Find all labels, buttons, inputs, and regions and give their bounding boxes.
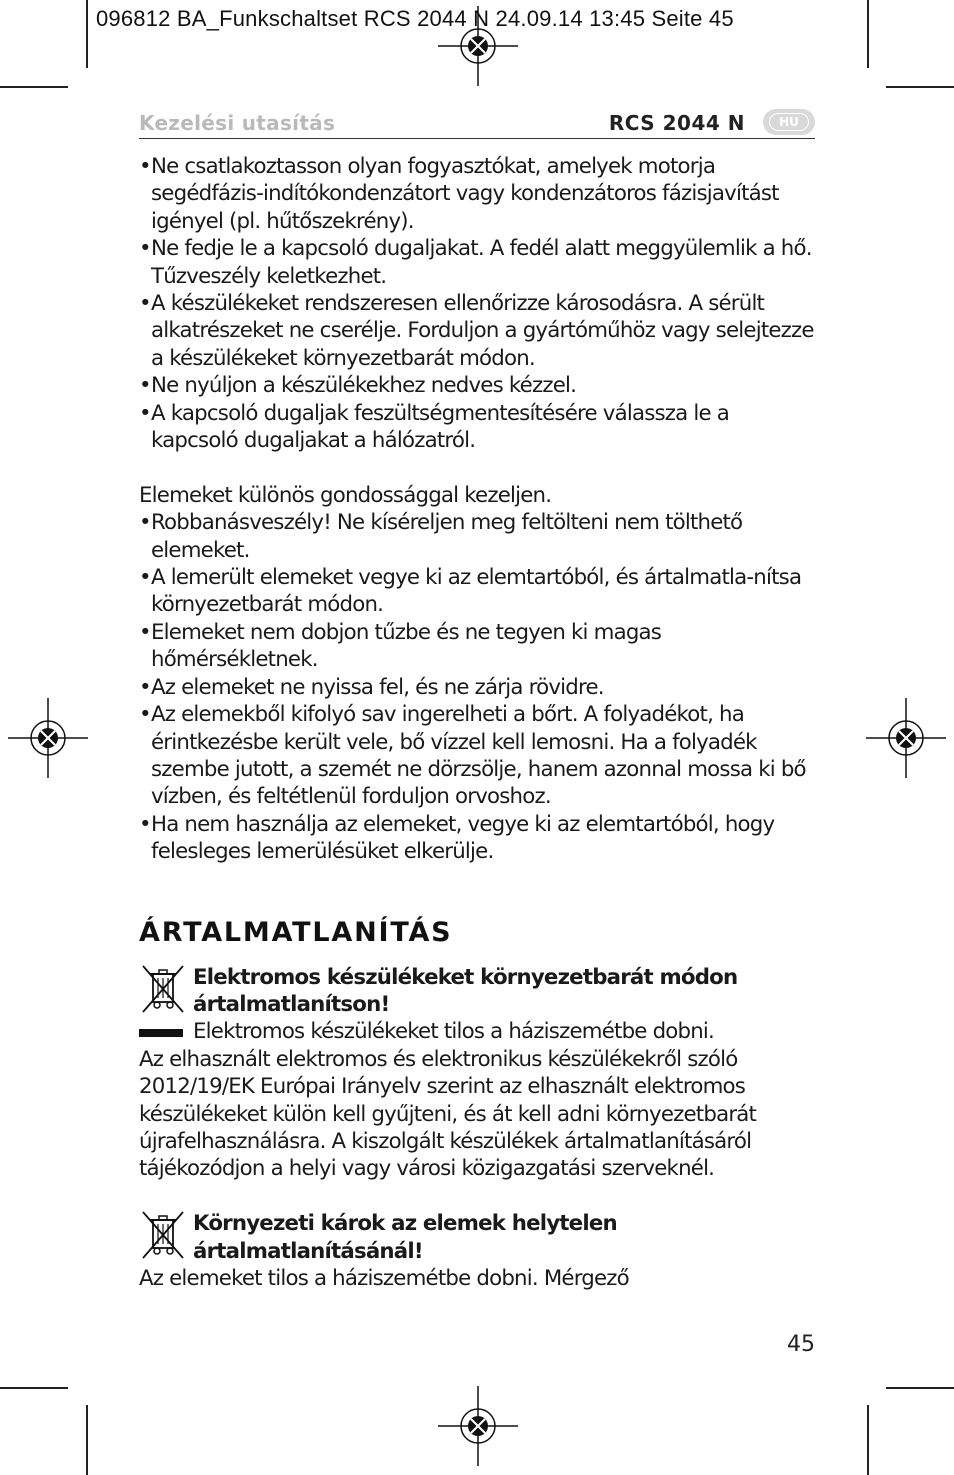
- registration-mark-icon: [858, 690, 954, 786]
- crop-mark: [0, 86, 68, 88]
- battery-warning-title: Környezeti károk az elemek helytelen ártalmatlanításánál!: [193, 1211, 617, 1264]
- section-label: Kezelési utasítás: [139, 111, 336, 135]
- language-badge-label: HU: [769, 113, 809, 131]
- model-name: RCS 2044 N: [608, 111, 745, 135]
- list-item: • A kapcsoló dugaljak feszültségmentesítésére válassza le a kapcsoló dugaljakat a hálózatról.: [139, 400, 815, 455]
- list-item: • Ne csatlakoztasson olyan fogyasztókat, amelyek motorja segédfázis-indítókondenzátort vagy kondenzátoros fázisjavítást igényel (pl. hűtőszekrény).: [139, 153, 815, 235]
- list-item: • Ne fedje le a kapcsoló dugaljakat. A fedél alatt meggyülemlik a hő. Tűzveszély keletkezhet.: [139, 235, 815, 290]
- electrical-warning-title: Elektromos készülékeket környezetbarát módon ártalmatlanítson!: [193, 964, 738, 1017]
- registration-mark-icon: [430, 0, 526, 94]
- crossed-out-wheelie-bin-icon: [139, 1210, 187, 1260]
- disposal-heading: ÁRTALMATLANÍTÁS: [139, 916, 453, 948]
- crop-mark: [886, 1387, 954, 1389]
- list-item: • Az elemekből kifolyó sav ingerelheti a bőrt. A folyadékot, ha érintkezésbe került vele, bő vízzel kell lemosni. Ha a folyadék szembe jutott, a szemét ne dörzsölje, hanem azonnal mossa ki bő vízben, és feltétlenül forduljon orvoshoz.: [139, 701, 815, 811]
- spacer: [139, 454, 815, 481]
- language-badge: [763, 109, 815, 135]
- list-item: • Robbanásveszély! Ne kíséreljen meg feltölteni nem tölthető elemeket.: [139, 509, 815, 564]
- electrical-first-line-row: [193, 1018, 815, 1045]
- crop-mark: [886, 86, 954, 88]
- list-item: • Ha nem használja az elemeket, vegye ki az elemtartóból, hogy felesleges lemerülésüket elkerülje.: [139, 811, 815, 866]
- running-header: [139, 108, 815, 139]
- list-item: • A lemerült elemeket vegye ki az elemtartóból, és ártalmatla-nítsa környezetbarát módon.: [139, 564, 815, 619]
- crop-mark: [867, 1405, 869, 1475]
- battery-disposal-block: [139, 1210, 815, 1265]
- page-number: 45: [787, 1332, 815, 1357]
- electrical-body: Az elhasznált elektromos és elektronikus készülékekről szóló 2012/19/EK Európai Irányelv szerint az elhasznált elektromos készülékeket külön kell gyűjteni, és át kell adni környezetbarát újrafelhasználásra. A kiszolgált készülékek ártalmatlanításáról tájékozódjon a helyi vagy városi közigazgatási szerveknél.: [139, 1046, 757, 1182]
- crop-mark: [86, 1405, 88, 1475]
- crop-mark: [86, 0, 88, 68]
- electrical-first-line: Elektromos készülékeket tilos a háziszemétbe dobni.: [193, 1019, 715, 1045]
- list-item: • Az elemeket ne nyissa fel, és ne zárja rövidre.: [139, 674, 815, 701]
- list-item: • Ne nyúljon a készülékekhez nedves kézzel.: [139, 372, 815, 399]
- registration-mark-icon: [430, 1378, 526, 1474]
- safety-bullet-list: [139, 153, 815, 454]
- battery-intro: Elemeket különös gondossággal kezeljen.: [139, 482, 552, 508]
- page-content: [139, 153, 815, 1292]
- battery-disposal-body: Az elemeket tilos a háziszemétbe dobni. Mérgező: [139, 1266, 629, 1291]
- crop-mark: [867, 0, 869, 68]
- registration-mark-icon: [0, 690, 96, 786]
- print-slug: 096812 BA_Funkschaltset RCS 2044 N 24.09.14 13:45 Seite 45: [96, 6, 734, 31]
- list-item: • A készülékeket rendszeresen ellenőrizze károsodásra. A sérült alkatrészeket ne cserélje. Forduljon a gyártóműhöz vagy selejtezze a készülékeket környezetbarát módon.: [139, 290, 815, 372]
- spacer: [139, 1183, 815, 1210]
- crop-mark: [0, 1387, 68, 1389]
- solid-bar-icon: [139, 1029, 183, 1037]
- crossed-out-wheelie-bin-icon: [139, 964, 187, 1014]
- list-item: • Elemeket nem dobjon tűzbe és ne tegyen ki magas hőmérsékletnek.: [139, 619, 815, 674]
- electrical-disposal-block: [139, 964, 815, 1046]
- battery-bullet-list: [139, 509, 815, 865]
